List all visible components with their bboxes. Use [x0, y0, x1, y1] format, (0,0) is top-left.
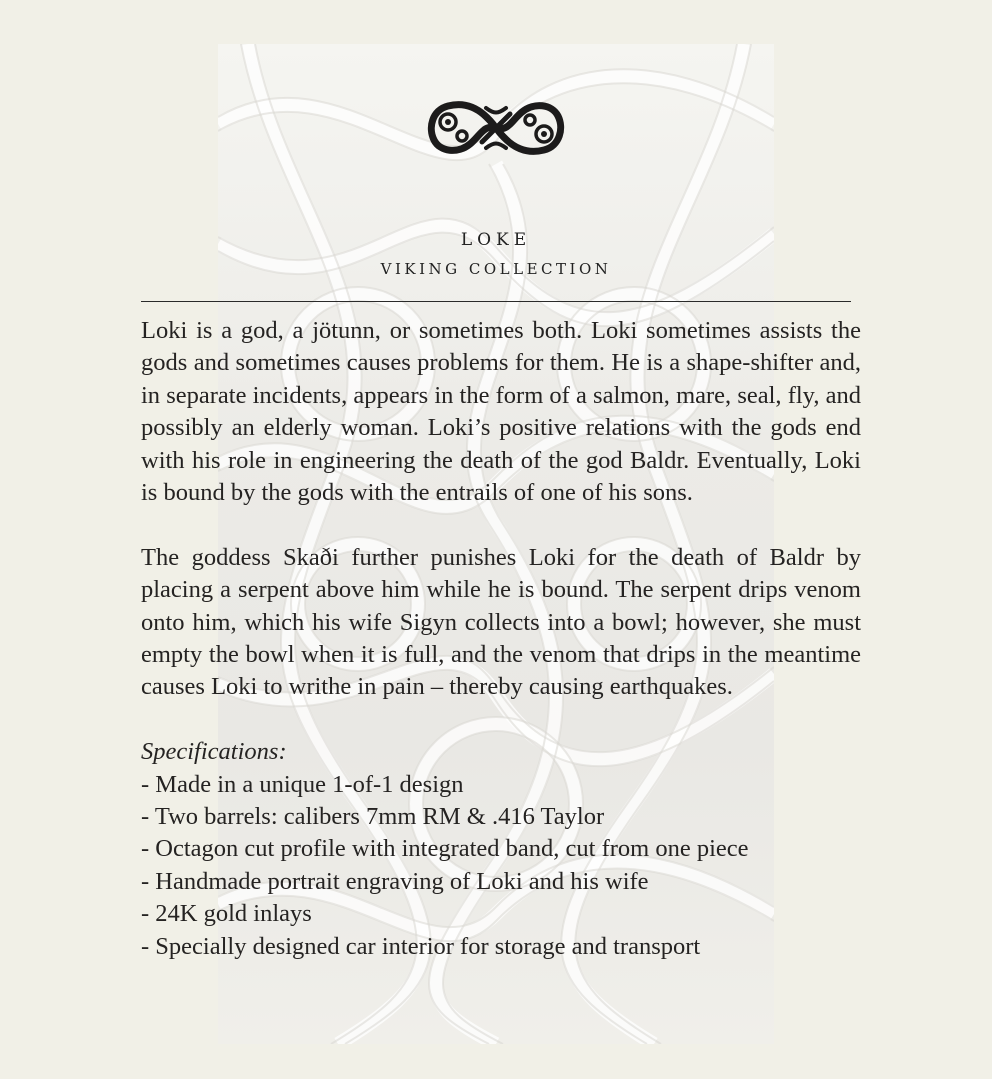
celtic-knot-logo-icon: [424, 96, 568, 160]
product-description: [141, 315, 861, 963]
paragraph-spacer: [141, 704, 861, 736]
paragraph-spacer: [141, 509, 861, 541]
spec-item: - Two barrels: calibers 7mm RM & .416 Taylor: [141, 803, 605, 831]
spec-item: - 24K gold inlays: [141, 900, 312, 928]
spec-item: - Octagon cut profile with integrated band, cut from one piece: [141, 835, 749, 863]
spec-item: - Specially designed car interior for storage and transport: [141, 932, 701, 960]
description-paragraph-1: Loki is a god, a jötunn, or sometimes both. Loki sometimes assists the gods and sometimes causes problems for them. He is a shape-shifter and, in separate incidents, appears in the form of a salmon, mare, seal, fly, and possibly an elderly woman. Loki’s positive relations with the gods end with his role in engineering the death of the god Baldr. Eventually, Loki is bound by the gods with the entrails of one of his sons.: [141, 317, 861, 507]
spec-item: - Made in a unique 1-of-1 design: [141, 770, 464, 798]
product-title: LOKE: [460, 230, 532, 250]
specifications-heading: Specifications:: [141, 738, 287, 766]
divider: [141, 301, 851, 302]
description-paragraph-2: The goddess Skaði further punishes Loki for the death of Baldr by placing a serpent above him while he is bound. The serpent drips venom onto him, which his wife Sigyn collects into a bowl; however, she must empty the bowl when it is full, and the venom that drips in the meantime causes Loki to writhe in pain – thereby causing earthquakes.: [141, 543, 861, 701]
spec-item: - Handmade portrait engraving of Loki and his wife: [141, 867, 649, 895]
specifications-list: [141, 769, 861, 963]
collection-subtitle: VIKING COLLECTION: [380, 260, 612, 278]
